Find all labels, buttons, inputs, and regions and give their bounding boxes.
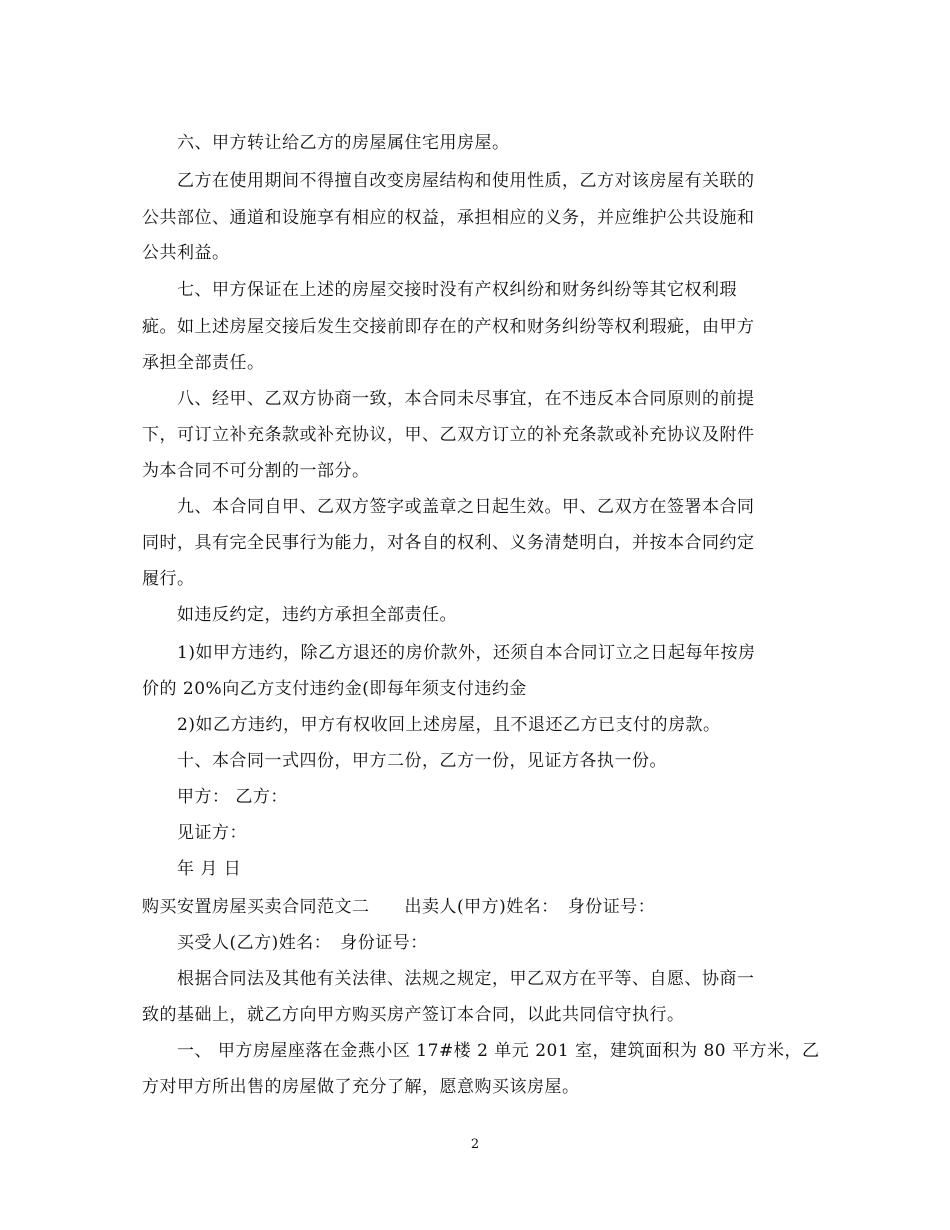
- clause-9-line-1: 九、本合同自甲、乙双方签字或盖章之日起生效。甲、乙双方在签署本合同: [177, 497, 755, 517]
- clause-9-line-2: 同时，具有完全民事行为能力，对各自的权利、义务清楚明白，并按本合同约定: [142, 533, 755, 553]
- clause-8-line-2: 下，可订立补充条款或补充协议，甲、乙双方订立的补充条款或补充协议及附件: [142, 425, 755, 445]
- template-2-heading: 购买安置房屋买卖合同范文二 出卖人(甲方)姓名： 身份证号：: [142, 897, 656, 917]
- clause-7-line-2: 疵。如上述房屋交接后发生交接前即存在的产权和财务纠纷等权利瑕疵，由甲方: [142, 317, 755, 337]
- breach-intro: 如违反约定，违约方承担全部责任。: [177, 605, 457, 625]
- article-1-line-2: 方对甲方所出售的房屋做了充分了解，愿意购买该房屋。: [142, 1077, 580, 1097]
- clause-10: 十、本合同一式四份，甲方二份，乙方一份，见证方各执一份。: [177, 751, 667, 771]
- clause-8-line-3: 为本合同不可分割的一部分。: [142, 461, 370, 481]
- article-1-line-1: 一、 甲方房屋座落在金燕小区 17#楼 2 单元 201 室，建筑面积为 80 平方米，乙: [177, 1041, 820, 1061]
- clause-9-line-3: 履行。: [142, 569, 195, 589]
- buyer-info: 买受人(乙方)姓名： 身份证号：: [177, 933, 428, 953]
- clause-6-line-1: 六、甲方转让给乙方的房屋属住宅用房屋。: [177, 133, 510, 153]
- preamble-line-2: 致的基础上，就乙方向甲方购买房产签订本合同，以此共同信守执行。: [142, 1005, 685, 1025]
- clause-8-line-1: 八、经甲、乙双方协商一致，本合同未尽事宜，在不违反本合同原则的前提: [177, 389, 755, 409]
- breach-party-b: 2)如乙方违约，甲方有权收回上述房屋，且不退还乙方已支付的房款。: [177, 715, 721, 735]
- clause-6-line-3: 公共部位、通道和设施享有相应的权益，承担相应的义务，并应维护公共设施和: [142, 208, 755, 228]
- breach-party-a-line-2: 价的 20%向乙方支付违约金(即每年须支付违约金: [142, 679, 527, 699]
- preamble-line-1: 根据合同法及其他有关法律、法规之规定，甲乙双方在平等、自愿、协商一: [177, 969, 755, 989]
- signature-parties: 甲方： 乙方：: [177, 787, 288, 807]
- page-number: 2: [470, 1137, 480, 1152]
- breach-party-a-line-1: 1)如甲方违约，除乙方退还的房价款外，还须自本合同订立之日起每年按房: [177, 643, 756, 663]
- clause-7-line-1: 七、甲方保证在上述的房屋交接时没有产权纠纷和财务纠纷等其它权利瑕: [177, 280, 737, 300]
- clause-6-line-2: 乙方在使用期间不得擅自改变房屋结构和使用性质，乙方对该房屋有关联的: [177, 171, 755, 191]
- clause-6-line-4: 公共利益。: [142, 243, 230, 263]
- clause-7-line-3: 承担全部责任。: [142, 353, 265, 373]
- signature-date: 年 月 日: [177, 859, 242, 879]
- signature-witness: 见证方：: [177, 823, 247, 843]
